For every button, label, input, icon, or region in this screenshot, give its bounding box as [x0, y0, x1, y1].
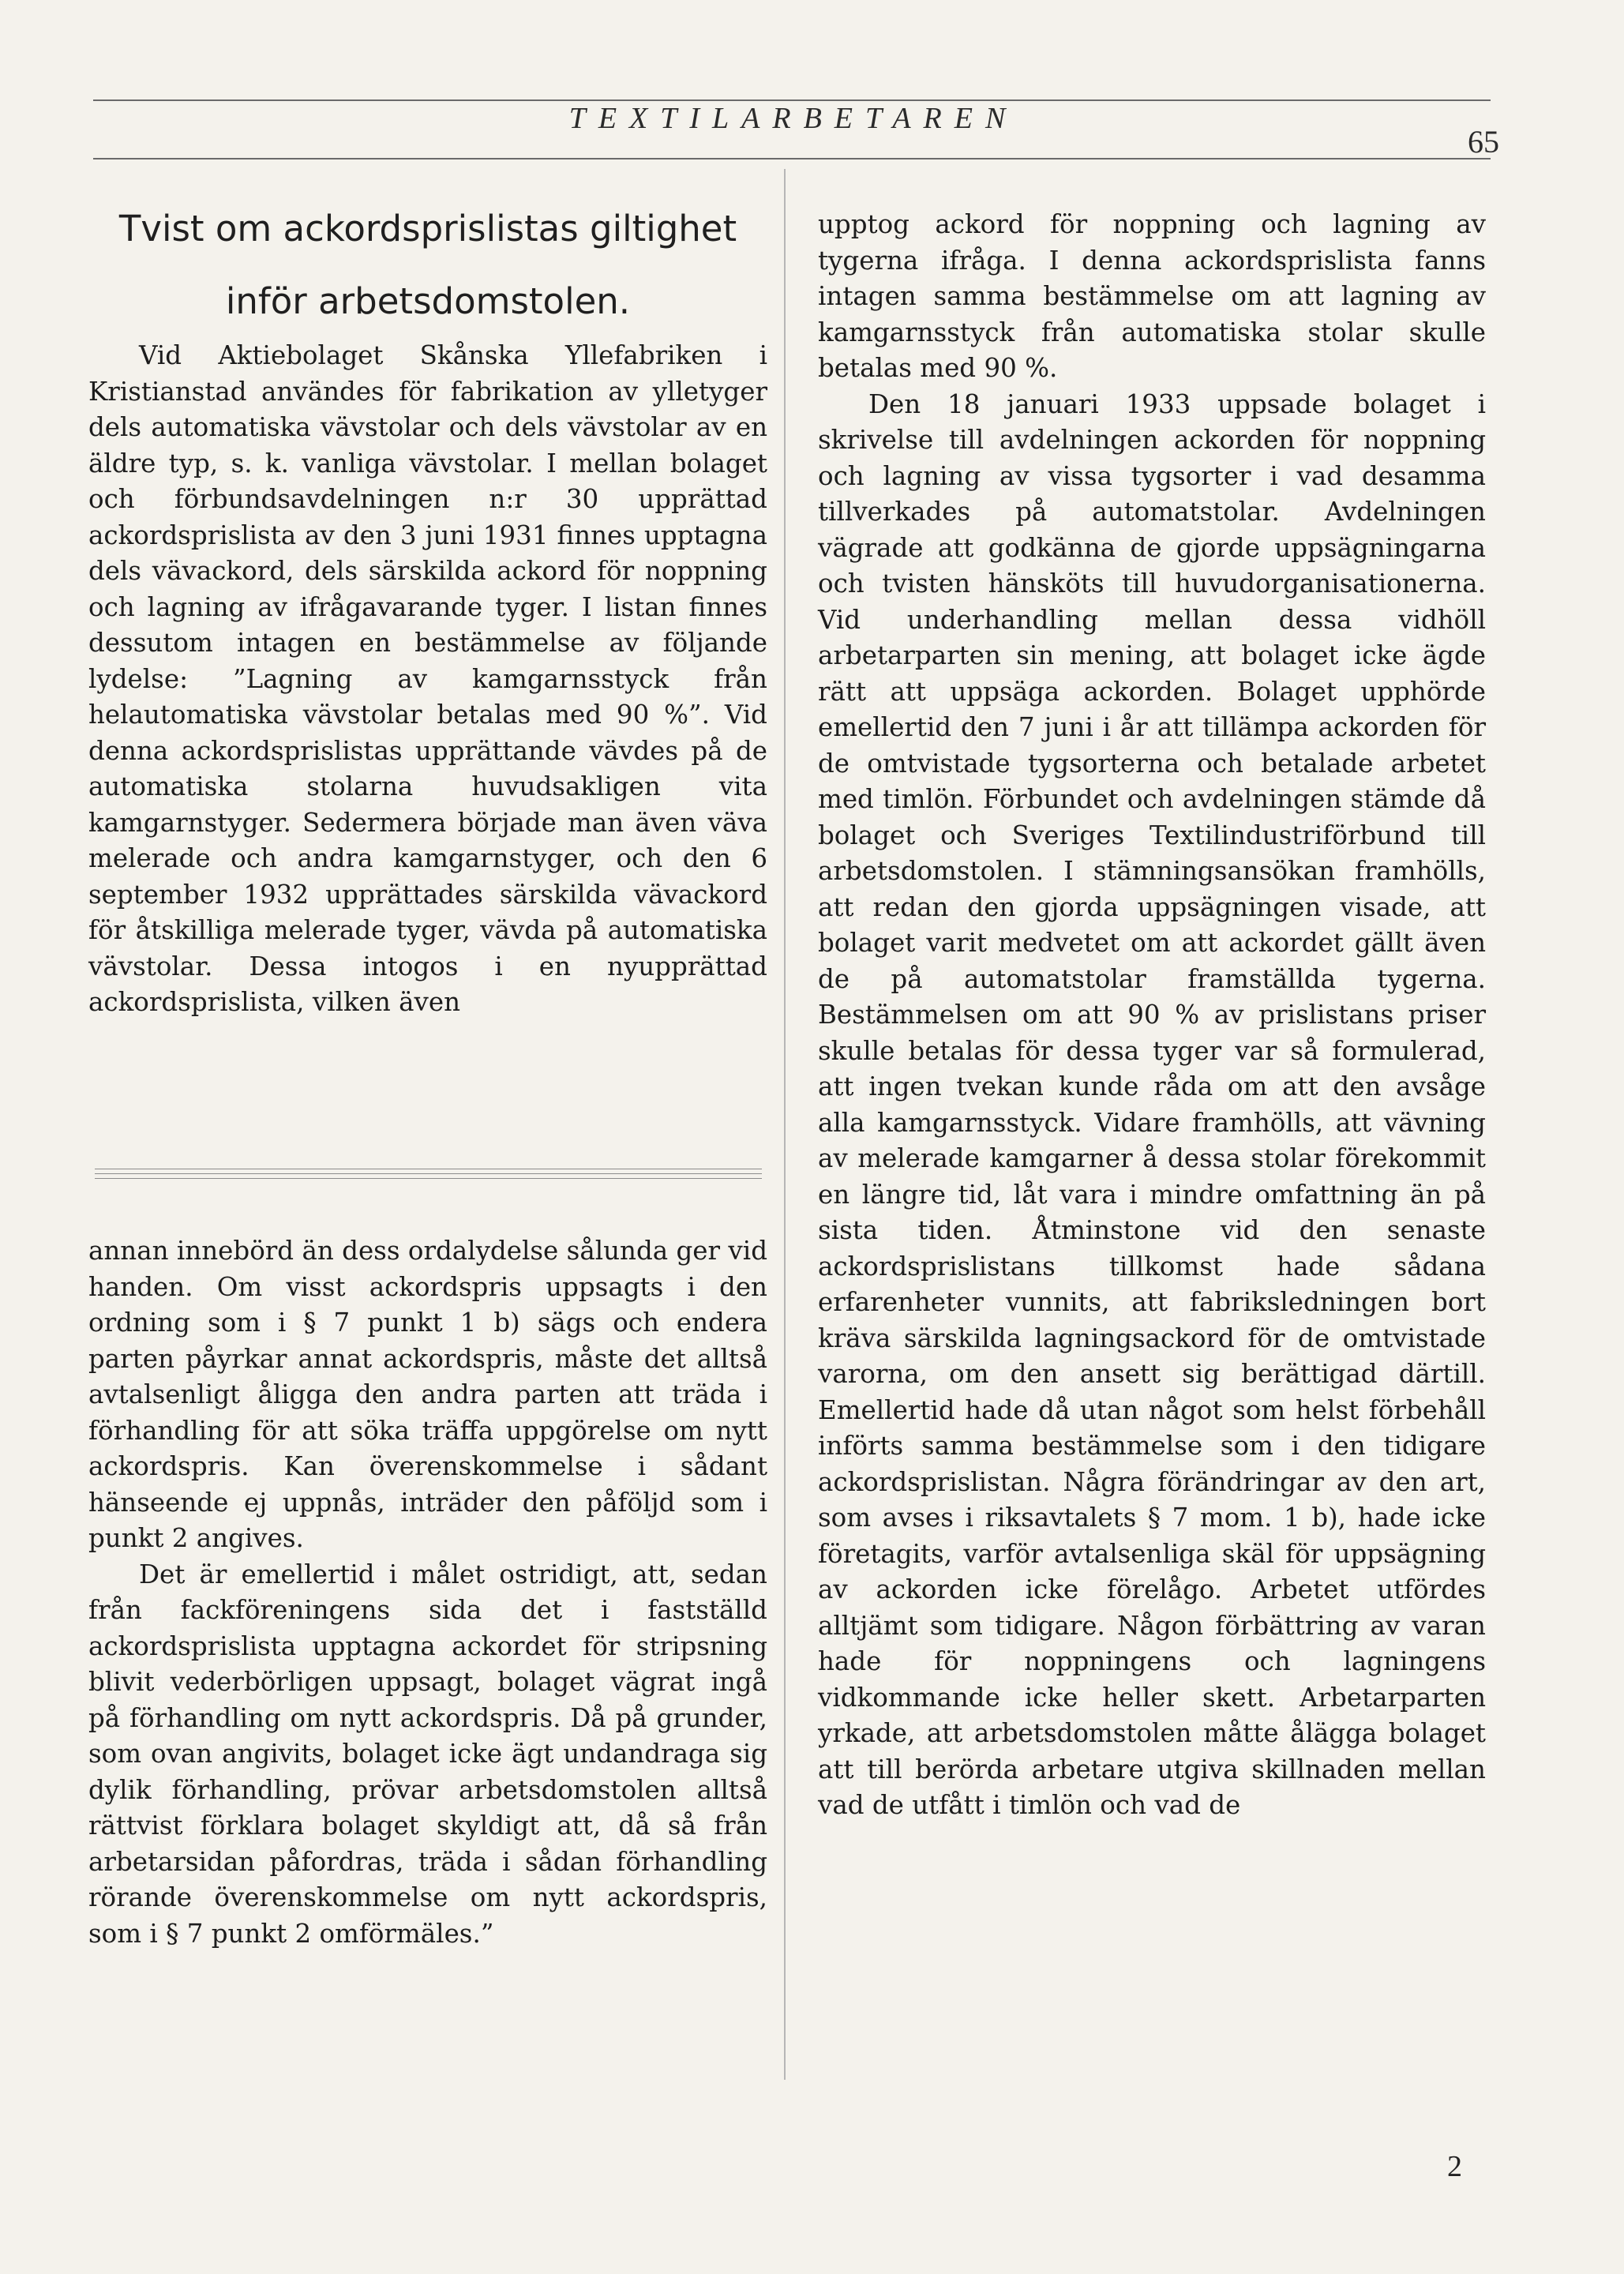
article-title	[88, 193, 767, 338]
left-column-upper	[88, 338, 767, 1021]
paragraph: upptog ackord för noppning och lagning av tygerna ifråga. I denna ackordsprislista fanns intagen samma bestämmelse om att lagning av kamgarnsstyck från automatiska stolar skulle betalas med 90 %.	[818, 209, 1486, 383]
section-break-rule	[95, 1178, 762, 1179]
article-title-line-2: inför arbetsdomstolen.	[225, 280, 631, 322]
paragraph: Vid Aktiebolaget Skånska Yllefabriken i Kristianstad användes för fabrikation av ylletyger dels automatiska vävstolar och dels vävstolar av en äldre typ, s. k. vanliga vävstolar. I mellan bolaget och förbundsavdelningen n:r 30 upprättad ackordsprislista av den 3 juni 1931 finnes upptagna dels vävackord, dels särskilda ackord för noppning och lagning av ifrågavarande tyger. I listan finnes dessutom intagen en bestämmelse av följande lydelse: ”Lagning av kamgarnsstyck från helautomatiska vävstolar betalas med 90 %”. Vid denna ackordsprislistas upprättande vävdes på de automatiska stolarna huvudsakligen vita kamgarnstyger. Sedermera började man även väva melerade och andra kamgarnstyger, och den 6 september 1932 upprättades särskilda vävackord för åtskilliga melerade tyger, vävda på automatiska vävstolar. Dessa intogos i en nyupprättad ackordsprislista, vilken även	[88, 340, 767, 1017]
paragraph: Den 18 januari 1933 uppsade bolaget i skrivelse till avdelningen ackorden för noppning och lagning av vissa tygsorter i vad desamma tillverkades på automatstolar. Avdelningen vägrade att godkänna de gjorde uppsägningarna och tvisten hänsköts till huvudorganisationerna. Vid underhandling mellan dessa vidhöll arbetarparten sin mening, att bolaget icke ägde rätt att uppsäga ackorden. Bolaget upphörde emellertid den 7 juni i år att tillämpa ackorden för de omtvistade tygsorterna och betalade arbetet med timlön. Förbundet och avdelningen stämde då bolaget och Sveriges Textilindustriförbund till arbetsdomstolen. I stämningsansökan framhölls, att redan den gjorda uppsägningen visade, att bolaget varit medvetet om att ackordet gällt även de på automatstolar framställda tygerna. Bestämmelsen om att 90 % av prislistans priser skulle betalas för dessa tyger var så formulerad, att ingen tvekan kunde råda om att den avsåge alla kamgarnsstyck. Vidare framhölls, att vävning av melerade kamgarner å dessa stolar förekommit en längre tid, låt vara i mindre omfattning än på sista tiden. Åtminstone vid den senaste ackordsprislistans tillkomst hade sådana erfarenheter vunnits, att fabriksledningen bort kräva särskilda lagningsackord för de omtvistade varorna, om den ansett sig berättigad därtill. Emellertid hade då utan något som helst förbehåll införts samma bestämmelse som i den tidigare ackordsprislistan. Några förändringar av den art, som avses i riksavtalets § 7 mom. 1 b), hade icke företagits, varför avtalsenliga skäl för uppsägning av ackorden icke förelågo. Arbetet utfördes alltjämt som tidigare. Någon förbättring av varan hade för noppningens och lagningens vidkommande icke heller skett. Arbetarparten yrkade, att arbetsdomstolen måtte ålägga bolaget att till berörda arbetare utgiva skillnaden mellan vad de utfått i timlön och vad de	[818, 388, 1486, 1820]
footer-page-marker: 2	[1447, 2150, 1462, 2183]
header-bottom-rule	[93, 158, 1491, 159]
left-column-lower	[88, 1233, 767, 1952]
column-divider	[784, 169, 786, 2080]
running-head: TEXTILARBETAREN	[568, 102, 1018, 135]
page-number: 65	[1468, 124, 1499, 159]
right-column	[818, 207, 1486, 1824]
paragraph: annan innebörd än dess ordalydelse sålunda ger vid handen. Om visst ackordspris uppsagts i den ordning som i § 7 punkt 1 b) sägs och endera parten påyrkar annat ackordspris, måste det alltså avtalsenligt åligga den andra parten att träda i förhandling för att söka träffa uppgörelse om nytt ackordspris. Kan överenskommelse i sådant hänseende ej uppnås, inträder den påföljd som i punkt 2 angives.	[88, 1236, 767, 1553]
paragraph: Det är emellertid i målet ostridigt, att, sedan från fackföreningens sida det i fastställd ackordsprislista upptagna ackordet för stripsning blivit vederbörligen uppsagt, bolaget vägrat ingå på förhandling om nytt ackordspris. Då på grunder, som ovan angivits, bolaget icke ägt undandraga sig dylik förhandling, prövar arbetsdomstolen alltså rättvist förklara bolaget skyldigt att, då så från arbetarsidan påfordras, träda i sådan förhandling rörande överenskommelse om nytt ackordspris, som i § 7 punkt 2 omförmäles.”	[88, 1559, 767, 1949]
article-title-line-1: Tvist om ackordsprislistas giltighet	[118, 208, 737, 250]
section-break-rule	[95, 1173, 762, 1174]
